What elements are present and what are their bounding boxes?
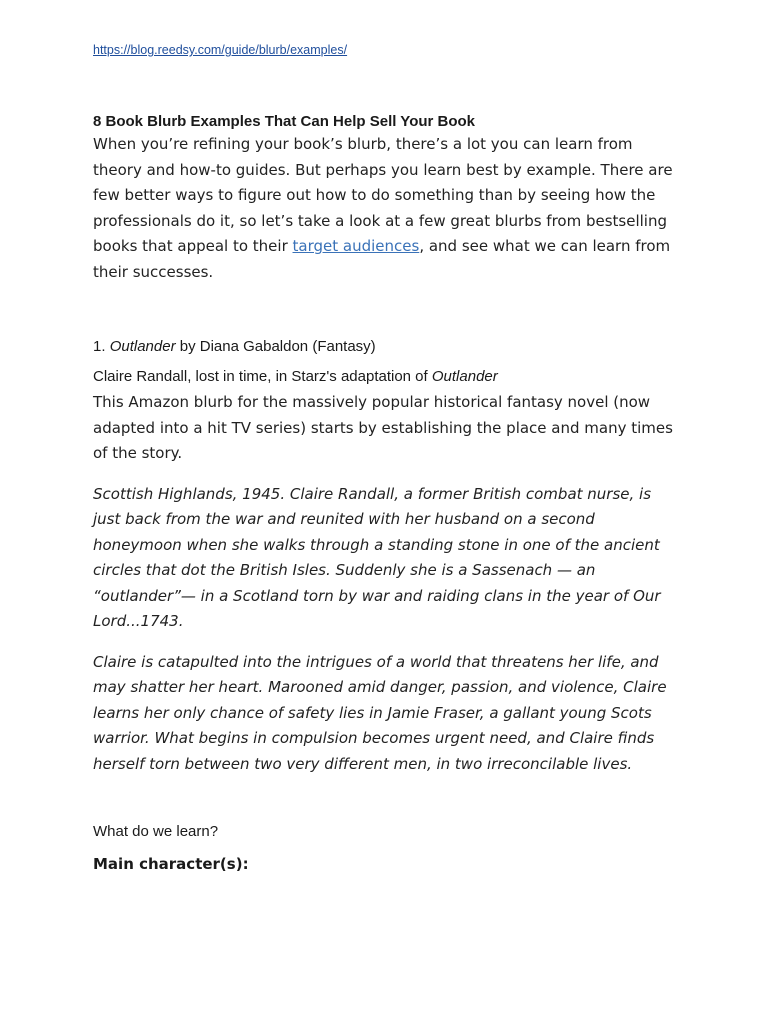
article-title: 8 Book Blurb Examples That Can Help Sell Your Book [93, 113, 476, 130]
section-number: 1. [93, 338, 110, 355]
caption-book-title: Outlander [431, 368, 498, 385]
caption-text: Claire Randall, lost in time, in Starz's adaptation of [93, 368, 432, 385]
blurb-quote-paragraph-2: Claire is catapulted into the intrigues of a world that threatens her life, and may shatter her heart. Marooned amid danger, passion, and violence, Claire learns her only chance of safety lies in Jamie Fraser, a gallant young Scots warrior. What begins in compulsion becomes urgent need, and Claire finds herself torn between two very different men, in two irreconcilable lives. [93, 652, 667, 773]
source-url-link[interactable]: https://blog.reedsy.com/guide/blurb/examples/ [93, 43, 348, 57]
blurb-description: This Amazon blurb for the massively popular historical fantasy novel (now adapted into a hit TV series) starts by establishing the place and many times of the story. [93, 393, 673, 462]
main-characters-subheading: Main character(s): [93, 855, 249, 873]
book-title: Outlander [109, 338, 176, 355]
intro-paragraph [93, 132, 678, 285]
section-heading-outlander [93, 337, 678, 357]
blurb-quote-paragraph-1: Scottish Highlands, 1945. Claire Randall, a former British combat nurse, is just back from the war and reunited with her husband on a second honeymoon when she walks through a standing stone in one of the ancient circles that dot the British Isles. Suddenly she is a Sassenach — an “outlander”— in a Scotland torn by war and raiding clans in the year of Our Lord...1743. [93, 484, 661, 630]
book-byline: by Diana Gabaldon (Fantasy) [175, 338, 376, 355]
question-heading: What do we learn? [93, 823, 219, 840]
document-content [93, 40, 678, 875]
target-audiences-link[interactable]: target audiences [292, 237, 420, 255]
intro-text-before-link: When you’re refining your book’s blurb, there’s a lot you can learn from theory and how-to guides. But perhaps you learn best by example. There are few better ways to figure out how to do something than by seeing how the professionals do it, so let’s take a look at a few great blurbs from bestselling books that appeal to their [93, 135, 673, 255]
image-caption [93, 367, 678, 387]
intro-text-after-link: , and see what we can learn from their successes. [93, 237, 671, 281]
